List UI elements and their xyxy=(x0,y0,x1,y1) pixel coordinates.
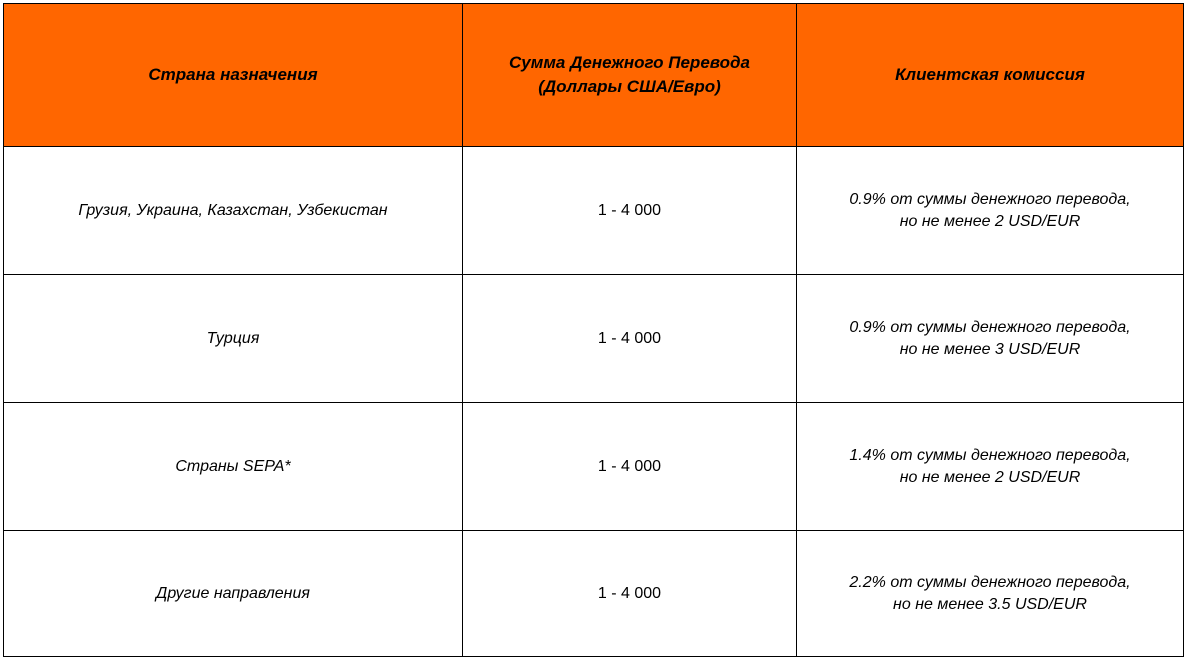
row-commission-line1: 0.9% от суммы денежного перевода, xyxy=(849,190,1131,208)
row-commission xyxy=(797,275,1184,403)
header-amount-line2: (Доллары США/Евро) xyxy=(538,77,721,96)
row-commission-line1: 0.9% от суммы денежного перевода, xyxy=(849,318,1131,336)
row-commission xyxy=(797,147,1184,275)
row-commission-line2: но не менее 2 USD/EUR xyxy=(899,212,1081,230)
header-country: Страна назначения xyxy=(4,4,463,147)
row-commission-line2: но не менее 2 USD/EUR xyxy=(899,468,1081,486)
row-commission xyxy=(797,531,1184,657)
header-amount xyxy=(463,4,797,147)
table-row xyxy=(4,275,1184,403)
table-row xyxy=(4,531,1184,657)
row-country: Другие направления xyxy=(4,531,463,657)
row-commission-line2: но не менее 3.5 USD/EUR xyxy=(893,595,1087,613)
row-country: Страны SEPA* xyxy=(4,403,463,531)
row-amount: 1 - 4 000 xyxy=(463,275,797,403)
commission-table xyxy=(3,3,1184,657)
row-commission xyxy=(797,403,1184,531)
row-commission-line2: но не менее 3 USD/EUR xyxy=(899,340,1081,358)
header-commission: Клиентская комиссия xyxy=(797,4,1184,147)
row-amount: 1 - 4 000 xyxy=(463,531,797,657)
table-header-row xyxy=(4,4,1184,147)
row-commission-line1: 1.4% от суммы денежного перевода, xyxy=(849,446,1131,464)
header-amount-line1: Сумма Денежного Перевода xyxy=(509,53,750,72)
row-amount: 1 - 4 000 xyxy=(463,403,797,531)
row-country: Турция xyxy=(4,275,463,403)
row-amount: 1 - 4 000 xyxy=(463,147,797,275)
row-commission-line1: 2.2% от суммы денежного перевода, xyxy=(849,573,1131,591)
row-country: Грузия, Украина, Казахстан, Узбекистан xyxy=(4,147,463,275)
table-row xyxy=(4,403,1184,531)
table-row xyxy=(4,147,1184,275)
